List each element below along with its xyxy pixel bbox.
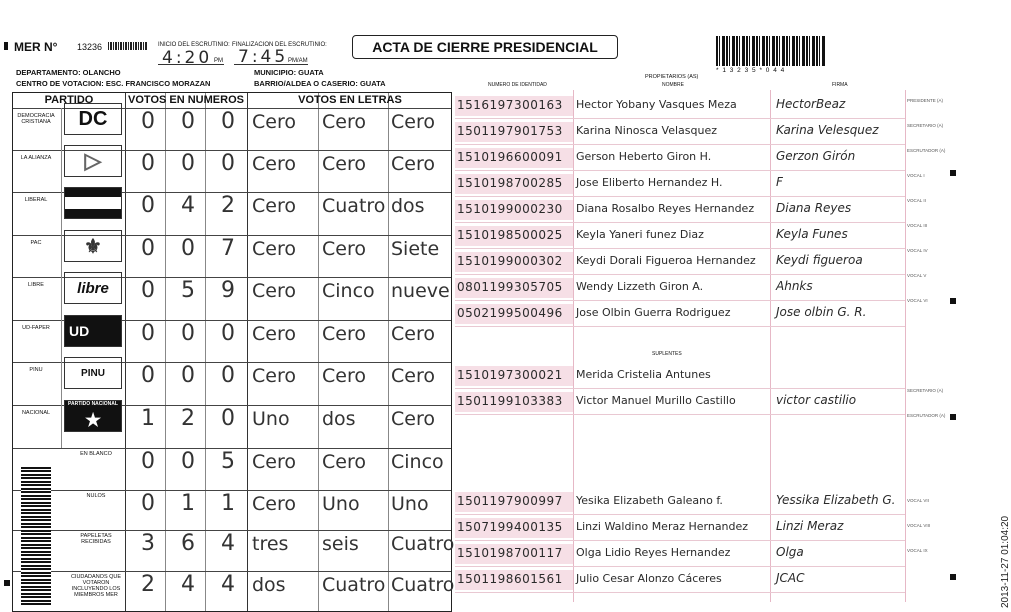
vote-word: Cero <box>391 153 435 175</box>
vote-digit: 0 <box>221 151 235 176</box>
member-signature: Gerzon Girón <box>776 149 856 163</box>
member-signature: Diana Reyes <box>776 201 852 215</box>
member-signature: victor castilio <box>776 393 857 407</box>
member-name: Olga Lidio Reyes Hernandez <box>576 546 731 559</box>
party-logo <box>64 103 122 135</box>
vote-digit: 2 <box>141 572 155 597</box>
party-logo-text: PINU <box>81 367 105 379</box>
vote-word: Uno <box>252 408 290 430</box>
role-vocal-i: VOCAL I <box>907 173 925 178</box>
final-ampm: PM/AM <box>288 58 308 64</box>
member-signature: JCAC <box>776 571 805 585</box>
party-name: LIBRE <box>28 282 44 288</box>
member-name: Merida Cristelia Antunes <box>576 368 711 381</box>
header-barcode <box>716 36 826 66</box>
vote-digit: 4 <box>181 572 195 597</box>
member-name: Linzi Waldino Meraz Hernandez <box>576 520 749 533</box>
vote-digit: 4 <box>221 531 235 556</box>
registration-mark <box>950 574 956 580</box>
role-secretario: SECRETARIO (A) <box>907 123 944 128</box>
member-id: 1510197300021 <box>457 368 563 382</box>
row-divider <box>455 300 905 301</box>
vote-word: nueve <box>391 280 450 302</box>
vote-word: Cuatro <box>391 574 455 596</box>
vote-digit: 6 <box>181 531 195 556</box>
member-signature: Jose olbin G. R. <box>776 305 867 319</box>
vote-word: Cero <box>252 323 296 345</box>
member-id: 1501199103383 <box>457 394 563 408</box>
role-presidente: PRESIDENTE (A) <box>907 98 944 103</box>
inicio-time: 4:20 <box>162 48 213 68</box>
member-id: 1510196600091 <box>457 150 563 164</box>
vote-word: Cero <box>252 451 296 473</box>
vote-digit: 0 <box>141 109 155 134</box>
role-escrutador-2: ESCRUTADOR (A) <box>907 413 946 418</box>
vote-digit: 1 <box>141 406 155 431</box>
role-vocal-vii: VOCAL VII <box>907 498 929 503</box>
role-escrutador: ESCRUTADOR (A) <box>907 148 946 153</box>
member-name: Hector Yobany Vasques Meza <box>576 98 737 111</box>
role-vocal-v: VOCAL V <box>907 273 927 278</box>
vote-word: Cero <box>252 195 296 217</box>
vote-digit: 0 <box>141 491 155 516</box>
member-name: Jose Olbin Guerra Rodriguez <box>576 306 731 319</box>
header-numero-identidad: NUMERO DE IDENTIDAD <box>488 82 547 88</box>
member-name: Gerson Heberto Giron H. <box>576 150 712 163</box>
vote-word: Cuatro <box>391 533 455 555</box>
mer-number: 13236 <box>77 42 103 52</box>
vote-word: Uno <box>322 493 360 515</box>
member-id: 1510199000230 <box>457 202 563 216</box>
vote-word: Cuatro <box>322 574 386 596</box>
member-name: Julio Cesar Alonzo Cáceres <box>576 572 722 585</box>
municipio: MUNICIPIO: GUATA <box>254 68 324 77</box>
header-votos-letras: VOTOS EN LETRAS <box>298 94 402 106</box>
member-signature: Linzi Meraz <box>776 519 844 533</box>
header-votos-numeros: VOTOS EN NUMEROS <box>128 94 244 106</box>
vote-digit: 7 <box>221 236 235 261</box>
vote-digit: 0 <box>181 449 195 474</box>
registration-mark <box>4 42 8 50</box>
role-vocal-iii: VOCAL III <box>907 223 928 228</box>
vote-word: Cero <box>391 111 435 133</box>
party-name: PAC <box>30 240 42 246</box>
row-divider <box>455 388 905 389</box>
mer-label: MER N° <box>14 40 58 54</box>
scan-timestamp: 2013-11-27 01:04:20 <box>1000 515 1011 608</box>
row-divider <box>455 326 905 327</box>
member-id: 1510198500025 <box>457 228 563 242</box>
party-logo <box>64 187 122 219</box>
vote-word: Siete <box>391 238 440 260</box>
row-divider <box>455 170 905 171</box>
member-name: Jose Eliberto Hernandez H. <box>576 176 723 189</box>
header-firma: FIRMA <box>832 82 848 88</box>
member-signature: Yessika Elizabeth G. <box>776 493 896 507</box>
party-name: LA ALIANZA <box>20 155 52 161</box>
member-id: 1501198601561 <box>457 572 563 586</box>
header-propietarios: PROPIETARIOS (AS) <box>645 74 699 80</box>
vote-word: Cero <box>391 323 435 345</box>
vote-word: Cero <box>322 451 366 473</box>
document-title <box>352 35 618 59</box>
totals-label: PAPELETAS RECIBIDAS <box>80 533 112 545</box>
member-signature: Ahnks <box>776 279 813 293</box>
member-signature: Olga <box>776 545 804 559</box>
row-divider <box>455 222 905 223</box>
vote-word: seis <box>322 533 359 555</box>
vote-digit: 0 <box>141 193 155 218</box>
vote-word: Cero <box>252 493 296 515</box>
row-divider <box>455 540 905 541</box>
vote-digit: 0 <box>221 406 235 431</box>
row-divider <box>455 118 905 119</box>
member-id: 1510199000302 <box>457 254 563 268</box>
vote-word: Cero <box>322 153 366 175</box>
member-name: Keyla Yaneri funez Diaz <box>576 228 704 241</box>
vote-word: Cero <box>322 238 366 260</box>
vote-digit: 0 <box>221 109 235 134</box>
row-divider <box>455 144 905 145</box>
vote-word: dos <box>252 574 286 596</box>
vote-word: Cero <box>391 365 435 387</box>
party-name: PINU <box>29 367 43 373</box>
party-logo-text: DC <box>78 107 108 130</box>
vote-word: Cero <box>252 238 296 260</box>
vote-word: Cero <box>391 408 435 430</box>
row-divider <box>455 196 905 197</box>
vote-digit: 3 <box>141 531 155 556</box>
vote-digit: 0 <box>141 151 155 176</box>
row-divider <box>455 274 905 275</box>
member-id: 1507199400135 <box>457 520 563 534</box>
row-divider <box>455 566 905 567</box>
member-name: Keydi Dorali Figueroa Hernandez <box>576 254 756 267</box>
totals-label: NULOS <box>86 493 106 499</box>
row-divider <box>455 414 905 415</box>
party-logo <box>64 230 122 262</box>
member-name: Yesika Elizabeth Galeano f. <box>576 494 723 507</box>
party-name: UD-FAPER <box>22 325 50 331</box>
inicio-label: INICIO DEL ESCRUTINIO: <box>158 42 230 48</box>
role-secretario-2: SECRETARIO (A) <box>907 388 944 393</box>
vote-word: dos <box>322 408 356 430</box>
vote-digit: 4 <box>221 572 235 597</box>
vote-digit: 0 <box>181 151 195 176</box>
header-suplentes: SUPLENTES <box>652 351 682 357</box>
registration-mark <box>950 170 956 176</box>
vote-word: dos <box>391 195 425 217</box>
member-name: Wendy Lizzeth Giron A. <box>576 280 704 293</box>
party-logo <box>64 315 122 347</box>
header-partido: PARTIDO <box>44 94 94 106</box>
party-logo <box>64 272 122 304</box>
barrio-aldea: BARRIO/ALDEA O CASERIO: GUATA <box>254 79 386 88</box>
totals-label: EN BLANCO <box>80 451 112 457</box>
member-id: 1516197300163 <box>457 98 563 112</box>
role-vocal-iv: VOCAL IV <box>907 248 928 253</box>
vote-word: tres <box>252 533 289 555</box>
vote-digit: 0 <box>141 449 155 474</box>
final-label: FINALIZACION DEL ESCRUTINIO: <box>232 42 327 48</box>
vote-digit: 4 <box>181 193 195 218</box>
member-id: 1510198700285 <box>457 176 563 190</box>
party-logo-text: PARTIDO NACIONAL <box>68 401 118 407</box>
vote-digit: 0 <box>181 321 195 346</box>
role-vocal-vi: VOCAL VI <box>907 298 928 303</box>
member-id: 0801199305705 <box>457 280 563 294</box>
vote-word: Cero <box>322 111 366 133</box>
member-signature: Keydi figueroa <box>776 253 863 267</box>
vote-digit: 9 <box>221 278 235 303</box>
header-barcode-number: * 1 3 2 3 5 * 0 4 4 <box>716 67 786 74</box>
mer-barcode-small <box>108 42 148 50</box>
party-logo-text: UD <box>69 323 90 339</box>
totals-label: CIUDADANOS QUE VOTARON INCLUYENDO LOS MIEMBROS MER <box>70 574 122 598</box>
registration-mark <box>4 580 10 586</box>
vote-digit: 0 <box>221 363 235 388</box>
member-id: 1501197901753 <box>457 124 563 138</box>
vote-digit: 0 <box>181 109 195 134</box>
centro-votacion: CENTRO DE VOTACION: ESC. FRANCISCO MORAZAN <box>16 79 211 88</box>
member-id: 0502199500496 <box>457 306 563 320</box>
vote-digit: 2 <box>221 193 235 218</box>
title-text: ACTA DE CIERRE PRESIDENCIAL <box>372 39 598 55</box>
party-logo <box>64 400 122 432</box>
vote-word: Cero <box>252 280 296 302</box>
party-logo <box>64 145 122 177</box>
vote-word: Cero <box>252 153 296 175</box>
vote-digit: 2 <box>181 406 195 431</box>
vote-word: Cinco <box>391 451 444 473</box>
member-name: Victor Manuel Murillo Castillo <box>576 394 736 407</box>
vote-digit: 1 <box>221 491 235 516</box>
vote-digit: 5 <box>181 278 195 303</box>
member-signature: Karina Velesquez <box>776 123 879 137</box>
vote-word: Cero <box>322 365 366 387</box>
inicio-ampm: PM <box>214 58 223 64</box>
member-name: Karina Ninosca Velasquez <box>576 124 718 137</box>
departamento: DEPARTAMENTO: OLANCHO <box>16 68 121 77</box>
vote-digit: 0 <box>221 321 235 346</box>
vote-digit: 0 <box>141 236 155 261</box>
vote-word: Cinco <box>322 280 375 302</box>
party-logo <box>64 357 122 389</box>
vote-digit: 0 <box>181 236 195 261</box>
vote-word: Cero <box>252 111 296 133</box>
party-name: LIBERAL <box>24 197 48 203</box>
vote-digit: 0 <box>141 278 155 303</box>
role-vocal-ii: VOCAL II <box>907 198 926 203</box>
row-divider <box>455 514 905 515</box>
vote-word: Cuatro <box>322 195 386 217</box>
member-id: 1501197900997 <box>457 494 563 508</box>
member-id: 1510198700117 <box>457 546 563 560</box>
vote-digit: 1 <box>181 491 195 516</box>
member-name: Diana Rosalbo Reyes Hernandez <box>576 202 755 215</box>
final-time: 7:45 <box>238 47 289 67</box>
member-signature: Keyla Funes <box>776 227 848 241</box>
row-divider <box>455 248 905 249</box>
registration-mark <box>950 414 956 420</box>
vote-word: Cero <box>322 323 366 345</box>
role-vocal-ix: VOCAL IX <box>907 548 928 553</box>
fleur-de-lis-icon: ⚜ <box>84 235 102 258</box>
party-name: NACIONAL <box>21 410 51 416</box>
row-divider <box>455 592 905 593</box>
member-signature: HectorBeaz <box>776 97 846 111</box>
member-signature: F <box>776 175 783 189</box>
vote-digit: 0 <box>141 363 155 388</box>
vote-word: Cero <box>252 365 296 387</box>
registration-mark <box>950 298 956 304</box>
vote-digit: 0 <box>181 363 195 388</box>
vote-digit: 5 <box>221 449 235 474</box>
role-vocal-viii: VOCAL VIII <box>907 523 931 528</box>
star-icon: ★ <box>85 410 102 430</box>
vote-word: Uno <box>391 493 429 515</box>
header-nombre: NOMBRE <box>662 82 684 88</box>
flag-icon: ▷ <box>84 148 102 173</box>
party-name: DEMOCRACIA CRISTIANA <box>17 113 55 125</box>
party-logo-text: libre <box>77 279 109 297</box>
vote-digit: 0 <box>141 321 155 346</box>
side-barcode <box>21 465 51 605</box>
